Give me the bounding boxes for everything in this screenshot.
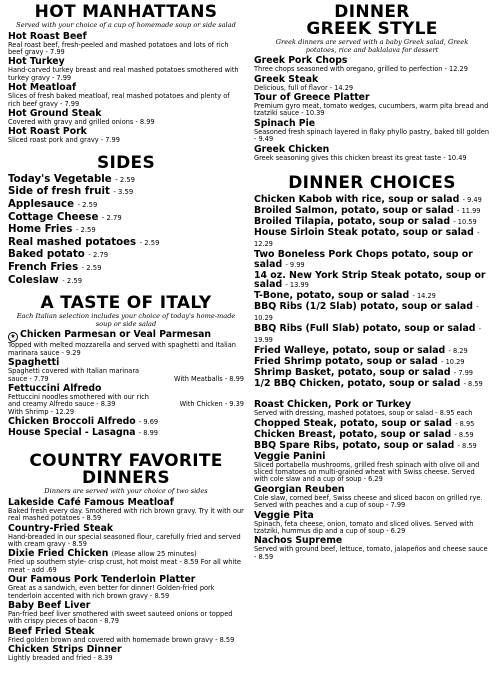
menu-item — [8, 428, 244, 438]
menu-item — [8, 498, 244, 523]
choice-name: Shrimp Basket, potato, soup or salad — [254, 367, 451, 379]
item-name-text: Our Famous Pork Tenderloin Platter — [8, 574, 196, 586]
item-description: Premium gyro meat, tomato wedges, cucumbers, warm pita bread and tzatziki sauce - 10.39 — [254, 102, 489, 118]
item-description: Sliced roast pork and gravy - 7.99 — [8, 136, 120, 145]
menu-item — [8, 645, 244, 662]
item-name-text: Roast Chicken, Pork or Turkey — [254, 399, 412, 411]
item-description: Seasoned fresh spinach layered in flaky phyllo pastry, baked till golden - 9.49 — [254, 127, 490, 144]
menu-item — [8, 601, 244, 626]
item-description: Hand-carved turkey breast and real mashed potatoes smothered with turkey gravy - 7.99 — [8, 66, 239, 82]
item-description: Delicious, full of flavor - 14.29 — [254, 83, 354, 92]
section-title: DINNER CHOICES — [288, 173, 456, 194]
item-description: Sliced portabella mushrooms, grilled fresh spinach with olive oil and sliced tomatoes on multi-grained wheat with Swiss cheese. Served with cole slaw and a cup of soup - 6.29 — [254, 460, 480, 484]
item-name-text: Veggie Panini — [254, 450, 326, 462]
circle-icon: ★ — [8, 332, 18, 342]
dinner-choice-item — [254, 368, 490, 379]
item-name — [8, 417, 244, 427]
side-name: Coleslaw — [8, 274, 59, 286]
side-price: - 2.59 — [62, 276, 83, 285]
item-option: With Chicken - 9.39 — [179, 400, 244, 409]
item-name-text: BBQ Spare Ribs, potato, soup or salad — [254, 439, 455, 451]
item-price: - 8.95 — [455, 419, 475, 428]
item-option: With Meatballs - 8.99 — [173, 374, 244, 383]
item-name-text: Dixie Fried Chicken — [8, 548, 109, 560]
side-item — [8, 224, 244, 237]
item-price: - 8.59 — [457, 441, 477, 450]
item-name-text: Chicken Parmesan or Veal Parmesan — [20, 329, 212, 341]
menu-item — [8, 549, 244, 574]
choice-price: - 19.99 — [254, 325, 482, 344]
item-description: Slices of fresh baked meatloaf, real mashed potatoes and plenty of rich beef gravy - 7.99 — [8, 92, 230, 108]
item-name-text: Chicken Breast, potato, soup or salad — [254, 428, 452, 440]
item-name-text: Greek Steak — [254, 73, 319, 85]
item-description: Three chops seasoned with oregano, grilled to perfection - 12.29 — [254, 65, 468, 74]
choice-name: Chicken Kabob with rice, soup or salad — [254, 194, 460, 206]
item-name-text: Hot Roast Beef — [8, 30, 87, 42]
menu-item — [254, 400, 490, 417]
side-name: Side of fresh fruit — [8, 186, 110, 198]
menu-item — [254, 452, 490, 484]
menu-item — [8, 57, 244, 82]
item-price: - 8.59 — [454, 430, 474, 439]
item-name-text: Chicken Strips Dinner — [8, 644, 122, 656]
menu-item — [254, 485, 490, 510]
dinner-choice-item — [254, 324, 490, 345]
side-name: French Fries — [8, 262, 79, 273]
item-name-text: Country-Fried Steak — [8, 522, 114, 534]
menu-item — [8, 524, 244, 549]
side-item — [8, 199, 244, 212]
item-name-text: Beef Fried Steak — [8, 625, 95, 637]
choice-name: BBQ Ribs (Full Slab) potato, soup or salad — [254, 323, 476, 335]
section-title: SIDES — [96, 152, 156, 173]
side-price: - 2.59 — [115, 175, 135, 184]
item-description: Pan-fried beef liver smothered with sweet sauteed onions or topped with crispy pieces of bacon - 8.79 — [8, 610, 233, 626]
item-description: Covered with gravy and grilled onions - 8.99 — [8, 118, 155, 127]
menu-item — [254, 56, 490, 73]
choice-name: T-Bone, potato, soup or salad — [254, 290, 410, 302]
section-subtitle: Dinners are served with your choice of two sides — [44, 487, 208, 496]
item-name-text: Hot Ground Steak — [8, 108, 102, 120]
item-name-text: Veggie Pita — [254, 509, 314, 521]
menu-item — [8, 384, 244, 416]
menu-item — [8, 330, 244, 357]
menu-item — [254, 511, 490, 536]
side-item — [8, 212, 244, 225]
side-item — [8, 186, 244, 199]
item-name-text: Hot Meatloaf — [8, 82, 77, 94]
right-column — [254, 4, 490, 562]
item-name-text: Baby Beef Liver — [8, 600, 91, 612]
item-name — [8, 428, 244, 438]
menu-item — [254, 75, 490, 92]
item-description: Served with dressing, mashed potatoes, soup or salad - 8.95 each — [254, 409, 473, 418]
item-description: Lightly breaded and fried - 8.39 — [8, 654, 113, 663]
item-name — [254, 419, 490, 429]
side-price: - 2.59 — [77, 201, 98, 210]
choice-name: 1/2 BBQ Chicken, potato, soup or salad — [254, 378, 461, 390]
choice-price: - 10.29 — [441, 357, 465, 366]
item-name-text: Fettuccini Alfredo — [8, 383, 102, 394]
choice-price: - 9.99 — [285, 260, 305, 269]
menu-item — [8, 109, 244, 126]
item-description-row — [8, 368, 244, 383]
dinner-choice-item — [254, 346, 490, 357]
choice-price: - 13.99 — [285, 281, 309, 290]
item-option: With Shrimp - 12.29 — [8, 407, 75, 416]
dinner-choice-item — [254, 228, 490, 249]
taste-of-italy-section — [8, 295, 244, 438]
item-description: Served with ground beef, lettuce, tomato, jalapeños and cheese sauce - 8.59 — [254, 545, 488, 561]
more-dinners-section — [254, 400, 490, 561]
side-item — [8, 262, 244, 275]
item-description: Great as a sandwich, even better for dinner! Golden-fried pork tenderloin accented with rich brown gravy - 8.59 — [8, 584, 215, 600]
item-name-text: Greek Chicken — [254, 143, 330, 155]
item-name-text: Hot Roast Pork — [8, 126, 87, 138]
choice-name: Two Boneless Pork Chops potato, soup or salad — [254, 249, 473, 270]
side-item — [8, 174, 244, 187]
item-description: Spaghetti covered with Italian marinara sauce - 7.79 — [8, 367, 140, 383]
item-name-text: Chopped Steak, potato, soup or salad — [254, 417, 452, 429]
side-name: Applesauce — [8, 199, 75, 211]
choice-name: House Sirloin Steak potato, soup or salad — [254, 227, 474, 239]
section-title-line2: GREEK STYLE — [306, 19, 438, 39]
section-subtitle: Served with your choice of a cup of homemade soup or side salad — [16, 21, 236, 29]
item-name-text: Hot Turkey — [8, 56, 65, 68]
item-description: Greek seasoning gives this chicken breast its great taste - 10.49 — [254, 153, 467, 162]
item-name-text: House Special - Lasagna — [8, 427, 136, 439]
item-description: Topped with melted mozzarella and served with spaghetti and Italian marinara sauce - 9.29 — [8, 341, 236, 357]
choice-name: Fried Shrimp potato, soup or salad — [254, 355, 438, 367]
item-description: Cole slaw, corned beef, Swiss cheese and sliced bacon on grilled rye. Served with peaches and a cup of soup - 7.99 — [254, 493, 483, 510]
item-price: (Please allow 25 minutes) — [111, 550, 197, 559]
dinner-choices-section — [254, 175, 490, 390]
sides-section — [8, 152, 244, 287]
item-description: Baked fresh every day. Smothered with rich brown gravy. Try it with our real mashed potatoes - 8.59 — [8, 506, 244, 523]
menu-item — [8, 32, 244, 57]
section-title: COUNTRY FAVORITE — [29, 451, 223, 472]
menu-item — [8, 127, 244, 144]
item-price: - 8.99 — [138, 429, 158, 438]
choice-price: - 14.29 — [412, 292, 436, 301]
menu-item — [254, 536, 490, 561]
item-name-text: Nachos Supreme — [254, 535, 343, 547]
left-column — [8, 4, 244, 664]
menu-item — [254, 430, 490, 440]
country-favorite-section — [8, 453, 244, 662]
side-name: Today's Vegetable — [8, 173, 112, 185]
dinner-choice-item — [254, 357, 490, 368]
menu-item — [254, 145, 490, 162]
item-name — [254, 441, 490, 451]
choice-price: - 10.59 — [453, 218, 477, 227]
item-description: Fried golden brown and covered with homemade brown gravy - 8.59 — [8, 635, 235, 644]
menu-item — [8, 627, 244, 644]
section-title: A TASTE OF ITALY — [40, 293, 212, 314]
menu-item — [8, 358, 244, 383]
side-price: - 2.59 — [81, 264, 102, 272]
menu-item — [8, 575, 244, 600]
choice-price: - 9.49 — [462, 196, 482, 205]
menu-item — [254, 419, 490, 429]
side-name: Home Fries — [8, 224, 73, 236]
dinner-choice-item — [254, 250, 490, 270]
choice-name: Broiled Tilapia, potato, soup or salad — [254, 216, 451, 228]
choice-price: - 12.29 — [254, 229, 480, 248]
item-name-text: Chicken Broccoli Alfredo — [8, 416, 136, 428]
section-subtitle: Greek dinners are served with a baby Greek salad, Greek potatoes, rice and baklalava for dessert — [275, 38, 469, 54]
side-price: - 3.59 — [113, 188, 134, 197]
dinner-choice-item — [254, 379, 490, 390]
choice-price: - 8.29 — [448, 346, 468, 355]
item-price: - 9.69 — [138, 418, 159, 427]
side-item — [8, 237, 244, 250]
item-description: Spinach, feta cheese, onion, tomato and sliced olives. Served with tzatziki, hummus dip and a cup of soup - 6.29 — [254, 519, 474, 536]
side-price: - 2.59 — [75, 226, 96, 235]
side-name: Real mashed potatoes — [8, 236, 137, 248]
item-description: Real roast beef, fresh-peeled and mashed potatoes and lots of rich beef gravy - 7.99 — [8, 40, 229, 56]
choice-name: 14 oz. New York Strip Steak potato, soup or salad — [254, 269, 486, 291]
item-name-text: Georgian Reuben — [254, 483, 345, 495]
item-name-text: Tour of Greece Platter — [254, 92, 370, 103]
side-name: Baked potato — [8, 249, 85, 261]
side-price: - 2.79 — [88, 251, 109, 260]
item-description-row — [8, 394, 244, 409]
section-title: DINNER — [334, 2, 410, 22]
menu-item — [8, 417, 244, 427]
section-title-line2: DINNERS — [82, 468, 170, 489]
side-item — [8, 275, 244, 288]
dinner-choice-item — [254, 195, 490, 206]
dinner-choice-item — [254, 302, 490, 323]
dinner-choice-item — [254, 271, 490, 291]
item-description: Hand-breaded in our special seasoned flour, carefully fried and served with cream gravy - 8.59 — [8, 532, 241, 549]
dinner-choice-item — [254, 291, 490, 302]
side-price: - 2.59 — [139, 238, 160, 247]
dinner-choice-item — [254, 217, 490, 228]
item-name-text: Greek Pork Chops — [254, 55, 348, 67]
choice-price: - 8.59 — [463, 380, 483, 389]
choice-price: - 11.99 — [457, 207, 481, 216]
section-subtitle: Each Italian selection includes your choice of today's home-made soup or side salad — [16, 312, 236, 328]
item-description: Fettuccini noodles smothered with our rich and creamy Alfredo sauce - 8.39 — [8, 393, 149, 409]
menu-item — [254, 93, 490, 118]
item-name — [254, 430, 490, 440]
menu-item — [8, 83, 244, 108]
item-name-text: Spaghetti — [8, 357, 60, 369]
item-name-text: Lakeside Café Famous Meatloaf — [8, 496, 174, 508]
choice-price: - 10.29 — [254, 303, 479, 323]
section-title: HOT MANHATTANS — [34, 2, 218, 22]
greek-style-section — [254, 4, 490, 162]
menu-item — [254, 441, 490, 451]
dinner-choice-item — [254, 206, 490, 217]
menu-item — [254, 119, 490, 144]
choice-name: BBQ Ribs (1/2 Slab) potato, soup or salad — [254, 301, 473, 313]
hot-manhattans-section — [8, 4, 244, 145]
item-description: Fried up southern style- crisp crust, hot moist meat - 8.59 For all white meat - add .69 — [8, 558, 241, 574]
side-item — [8, 249, 244, 262]
choice-price: - 7.99 — [453, 369, 474, 378]
side-price: - 2.79 — [101, 213, 122, 222]
choice-name: Broiled Salmon, potato, soup or salad — [254, 205, 454, 217]
choice-name: Fried Walleye, potato, soup or salad — [254, 344, 446, 356]
side-name: Cottage Cheese — [8, 211, 99, 223]
item-name-text: Spinach Pie — [254, 117, 316, 129]
